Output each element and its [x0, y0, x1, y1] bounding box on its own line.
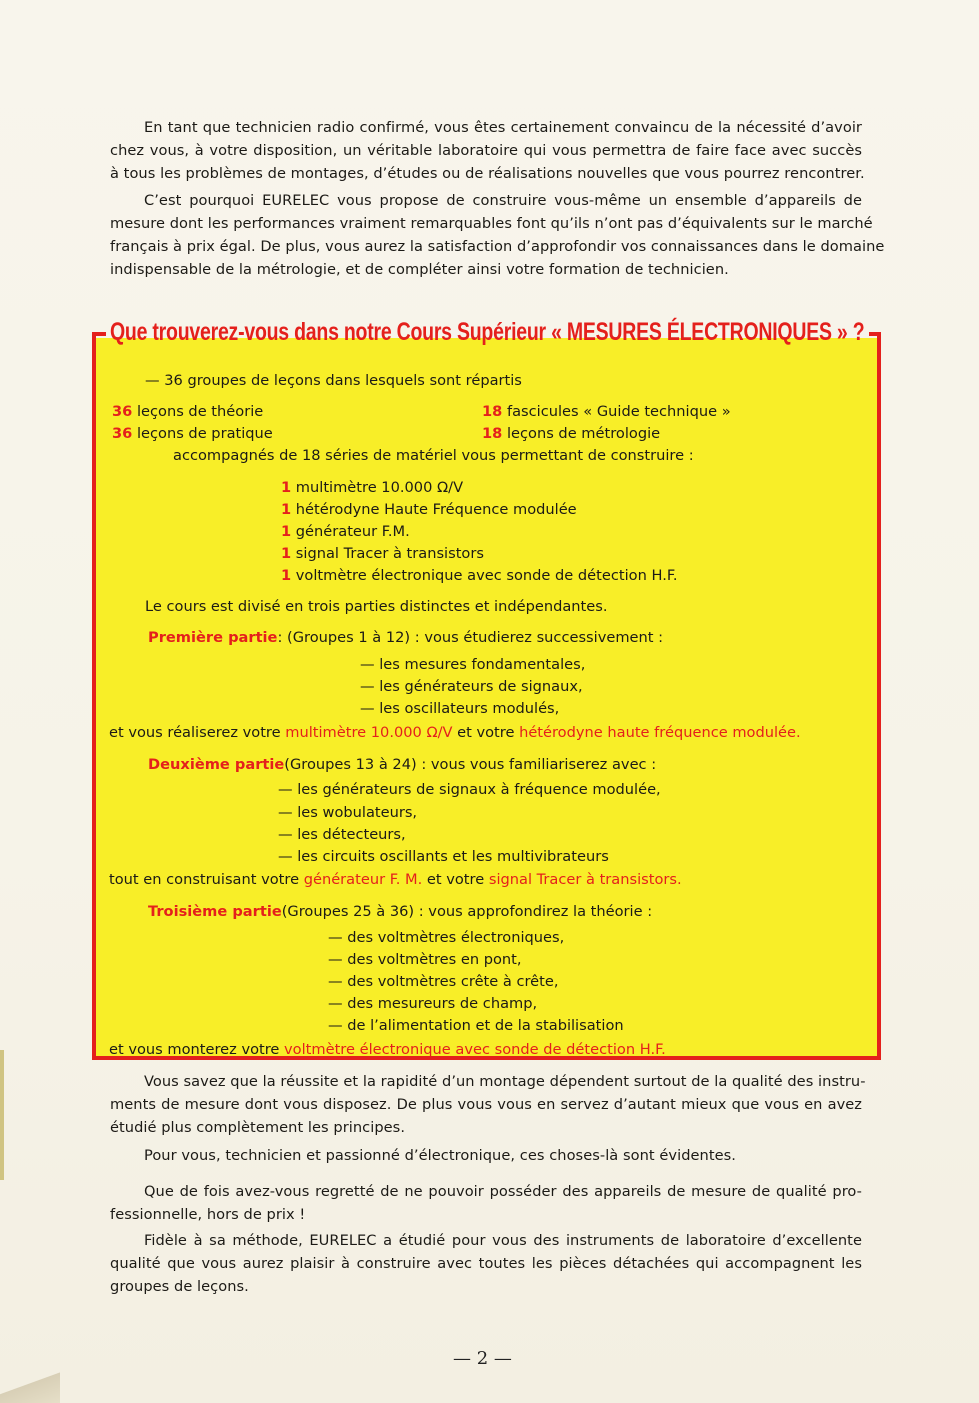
- closing-paragraph-2: [110, 1144, 862, 1167]
- text-line: chez vous, à votre disposition, un véritable laboratoire qui vous permettra de faire face avec succès: [110, 142, 862, 159]
- part-1-item: — les oscillateurs modulés,: [360, 700, 560, 717]
- text-line: C’est pourquoi EURELEC vous propose de construire vous-même un ensemble d’appareils de: [144, 192, 862, 209]
- text-line: Que de fois avez-vous regretté de ne pouvoir posséder des appareils de mesure de qualité pro-: [144, 1183, 862, 1200]
- text-line: à tous les problèmes de montages, d’études ou de réalisations nouvelles que vous pourrez rencontrer.: [110, 165, 865, 182]
- intro-paragraph-1: [110, 116, 865, 185]
- lesson-item: 18 fascicules « Guide technique »: [482, 403, 731, 420]
- part-3-outro: et vous monterez votre voltmètre électronique avec sonde de détection H.F.: [109, 1041, 666, 1058]
- part-3-item: — des voltmètres en pont,: [328, 951, 522, 968]
- text-line: français à prix égal. De plus, vous aurez la satisfaction d’approfondir vos connaissances dans le domaine: [110, 238, 885, 255]
- lesson-item: 18 leçons de métrologie: [482, 425, 661, 442]
- text-line: ments de mesure dont vous disposez. De plus vous vous en servez d’autant mieux que vous en avez: [110, 1096, 862, 1113]
- box-border-corner: [92, 332, 96, 342]
- part-2-outro: tout en construisant votre générateur F. M. et votre signal Tracer à transistors.: [109, 871, 682, 888]
- lesson-item: 36 leçons de pratique: [112, 425, 273, 442]
- box-heading: Que trouverez-vous dans notre Cours Supérieur « MESURES ÉLECTRONIQUES » ?: [110, 318, 865, 346]
- intro-paragraph-2: [110, 189, 885, 281]
- text-line: mesure dont les performances vraiment remarquables font qu’ils n’ont pas d’équivalents sur le marché: [110, 215, 873, 232]
- text-line: étudié plus complètement les principes.: [110, 1119, 406, 1136]
- division-text: Le cours est divisé en trois parties distinctes et indépendantes.: [145, 598, 608, 615]
- part-3-item: — des voltmètres crête à crête,: [328, 973, 559, 990]
- text-line: Vous savez que la réussite et la rapidité d’un montage dépendent surtout de la qualité des instru-: [144, 1073, 866, 1090]
- part-1-heading: Première partie: (Groupes 1 à 12) : vous étudierez successivement :: [148, 629, 664, 646]
- page-number: — 2 —: [453, 1348, 512, 1369]
- page-corner-fold: [0, 1363, 60, 1403]
- box-border-corner: [877, 332, 881, 342]
- closing-paragraph-4: [110, 1229, 862, 1298]
- material-item: 1 voltmètre électronique avec sonde de détection H.F.: [281, 567, 678, 584]
- material-item: 1 multimètre 10.000 Ω/V: [281, 479, 464, 496]
- text-line: Fidèle à sa méthode, EURELEC a étudié pour vous des instruments de laboratoire d’excellente: [144, 1232, 862, 1249]
- part-1-item: — les mesures fondamentales,: [360, 656, 586, 673]
- materials-intro: accompagnés de 18 séries de matériel vous permettant de construire :: [173, 447, 694, 464]
- part-2-item: — les générateurs de signaux à fréquence modulée,: [278, 781, 661, 798]
- text-line: indispensable de la métrologie, et de compléter ainsi votre formation de technicien.: [110, 261, 729, 278]
- material-item: 1 générateur F.M.: [281, 523, 410, 540]
- part-2-item: — les détecteurs,: [278, 826, 406, 843]
- text-line: groupes de leçons.: [110, 1278, 249, 1295]
- material-item: 1 signal Tracer à transistors: [281, 545, 484, 562]
- part-1-item: — les générateurs de signaux,: [360, 678, 583, 695]
- lesson-item: 36 leçons de théorie: [112, 403, 264, 420]
- page-edge-stain: [0, 1050, 4, 1180]
- text-line: Pour vous, technicien et passionné d’électronique, ces choses-là sont évidentes.: [144, 1147, 736, 1164]
- part-3-item: — de l’alimentation et de la stabilisation: [328, 1017, 624, 1034]
- text-line: qualité que vous aurez plaisir à construire avec toutes les pièces détachées qui accompagnent les: [110, 1255, 862, 1272]
- part-1-outro: et vous réaliserez votre multimètre 10.000 Ω/V et votre hétérodyne haute fréquence modulée.: [109, 724, 801, 741]
- material-item: 1 hétérodyne Haute Fréquence modulée: [281, 501, 577, 518]
- closing-paragraph-1: [110, 1070, 866, 1139]
- closing-paragraph-3: [110, 1180, 862, 1226]
- text-line: En tant que technicien radio confirmé, vous êtes certainement convaincu de la nécessité d’avoir: [144, 119, 862, 136]
- part-3-item: — des mesureurs de champ,: [328, 995, 538, 1012]
- text-line: fessionnelle, hors de prix !: [110, 1206, 306, 1223]
- groups-line: — 36 groupes de leçons dans lesquels sont répartis: [145, 372, 522, 389]
- part-3-heading: Troisième partie(Groupes 25 à 36) : vous approfondirez la théorie :: [148, 903, 653, 920]
- part-3-item: — des voltmètres électroniques,: [328, 929, 565, 946]
- part-2-heading: Deuxième partie(Groupes 13 à 24) : vous vous familiariserez avec :: [148, 756, 657, 773]
- part-2-item: — les circuits oscillants et les multivibrateurs: [278, 848, 609, 865]
- part-2-item: — les wobulateurs,: [278, 804, 418, 821]
